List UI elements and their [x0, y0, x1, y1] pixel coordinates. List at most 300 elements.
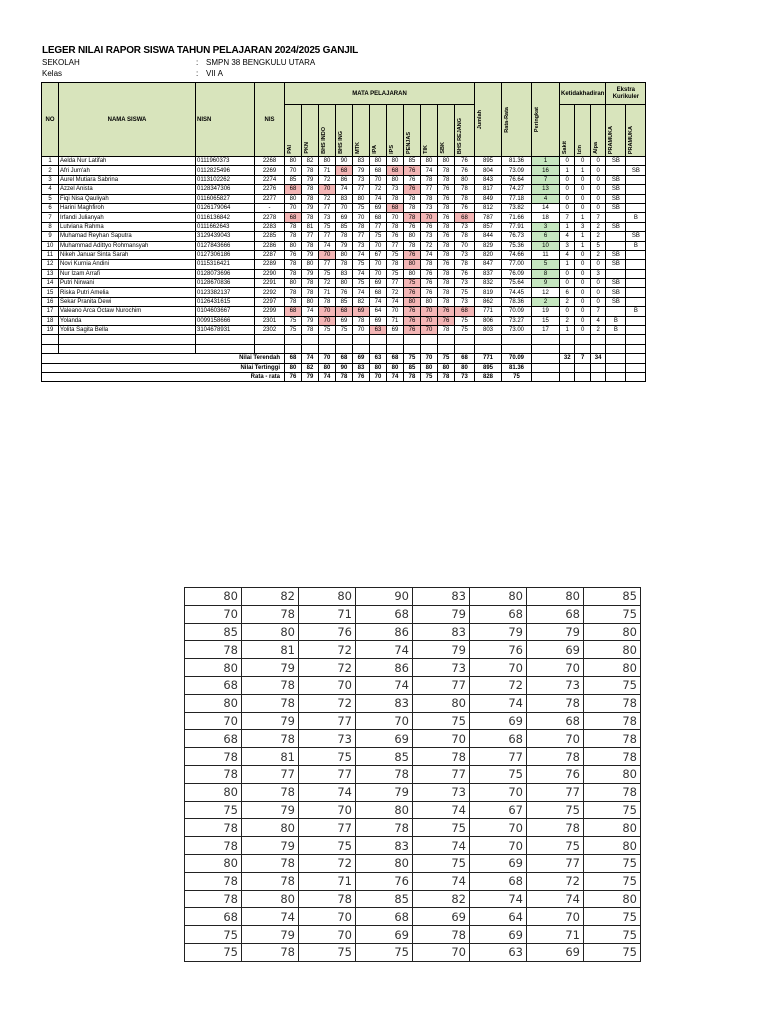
score-cell: 76 — [421, 288, 438, 297]
zoom-cell: 78 — [242, 854, 299, 872]
zoom-cell: 77 — [470, 748, 527, 766]
student-row — [42, 316, 646, 325]
summary-rata: 81.36 — [502, 363, 532, 372]
score-cell: 68 — [336, 166, 353, 175]
blank-cell — [560, 344, 575, 353]
zoom-cell: 75 — [527, 837, 584, 855]
sakit-cell: 1 — [560, 222, 575, 231]
score-cell: 78 — [438, 250, 455, 259]
score-cell: 78 — [302, 279, 319, 288]
score-cell: 80 — [404, 269, 421, 278]
student-nisn: 0128073696 — [196, 269, 255, 278]
zoom-table — [184, 587, 641, 962]
subject-header-6 — [387, 105, 404, 157]
student-nisn: 3129439043 — [196, 232, 255, 241]
row-no: 3 — [42, 175, 59, 184]
score-cell: 76 — [438, 232, 455, 241]
score-cell: 68 — [387, 166, 404, 175]
score-cell: 74 — [387, 297, 404, 306]
score-cell: 78 — [285, 222, 302, 231]
zoom-cell: 79 — [527, 623, 584, 641]
score-cell: 85 — [336, 222, 353, 231]
col-nis-header: NIS — [255, 83, 285, 157]
score-cell: 80 — [285, 279, 302, 288]
score-cell: 70 — [319, 250, 336, 259]
summary-score: 78 — [404, 372, 421, 381]
student-name: Lutviana Rahma — [59, 222, 196, 231]
extra1-cell: SB — [606, 250, 626, 259]
row-no: 2 — [42, 166, 59, 175]
zoom-cell: 78 — [242, 694, 299, 712]
zoom-cell: 68 — [185, 730, 242, 748]
extra1-cell: B — [606, 326, 626, 335]
zoom-cell: 75 — [299, 943, 356, 961]
summary-score: 69 — [353, 354, 370, 363]
summary-jumlah: 771 — [475, 354, 502, 363]
score-cell: 76 — [404, 250, 421, 259]
zoom-cell: 70 — [470, 783, 527, 801]
extra2-cell — [626, 297, 646, 306]
blank-cell — [196, 335, 255, 344]
zoom-cell: 75 — [185, 926, 242, 944]
zoom-cell: 69 — [356, 730, 413, 748]
student-row — [42, 307, 646, 316]
zoom-cell: 69 — [527, 943, 584, 961]
score-cell: 85 — [404, 157, 421, 166]
score-cell: 77 — [421, 185, 438, 194]
zoom-cell: 68 — [470, 730, 527, 748]
blank-cell — [575, 335, 590, 344]
zoom-cell: 75 — [584, 605, 641, 623]
score-cell: 74 — [353, 288, 370, 297]
score-cell: 68 — [387, 203, 404, 212]
subject-header-2 — [319, 105, 336, 157]
score-cell: 80 — [285, 241, 302, 250]
score-cell: 80 — [336, 279, 353, 288]
zoom-cell: 70 — [527, 730, 584, 748]
student-nis: 2286 — [255, 241, 285, 250]
extra1-cell — [606, 269, 626, 278]
score-cell: 69 — [336, 316, 353, 325]
score-cell: 75 — [353, 279, 370, 288]
zoom-cell: 75 — [185, 943, 242, 961]
zoom-cell: 72 — [470, 676, 527, 694]
summary-score: 76 — [285, 372, 302, 381]
score-cell: 76 — [455, 166, 475, 175]
jumlah-cell: 832 — [475, 279, 502, 288]
blank-cell — [404, 335, 421, 344]
zoom-row — [185, 730, 641, 748]
student-row — [42, 232, 646, 241]
izin-cell: 1 — [575, 166, 590, 175]
sakit-cell: 0 — [560, 279, 575, 288]
score-cell: 76 — [438, 307, 455, 316]
score-cell: 69 — [370, 316, 387, 325]
score-cell: 68 — [285, 185, 302, 194]
zoom-cell: 72 — [299, 854, 356, 872]
zoom-cell: 70 — [185, 605, 242, 623]
zoom-cell: 70 — [356, 712, 413, 730]
student-nisn: 0113102262 — [196, 175, 255, 184]
summary-sakit: 32 — [560, 354, 575, 363]
summary-score: 75 — [404, 354, 421, 363]
score-cell: 80 — [438, 157, 455, 166]
jumlah-cell: 817 — [475, 185, 502, 194]
score-cell: 77 — [319, 203, 336, 212]
izin-cell: 0 — [575, 250, 590, 259]
subject-header-10 — [455, 105, 475, 157]
summary-rank — [532, 354, 560, 363]
score-cell: 75 — [353, 260, 370, 269]
score-cell: 70 — [353, 326, 370, 335]
blank-cell — [336, 344, 353, 353]
student-nis: 2297 — [255, 297, 285, 306]
zoom-row — [185, 676, 641, 694]
row-no: 5 — [42, 194, 59, 203]
summary-score: 68 — [336, 354, 353, 363]
student-name: Muhamad Reyhan Saputra — [59, 232, 196, 241]
score-cell: 78 — [421, 175, 438, 184]
student-nis: 2289 — [255, 260, 285, 269]
zoom-cell: 70 — [413, 730, 470, 748]
student-row — [42, 297, 646, 306]
summary-score: 74 — [319, 372, 336, 381]
rata-cell: 74.45 — [502, 288, 532, 297]
blank-cell — [255, 344, 285, 353]
absence-label: Sakit — [562, 140, 568, 154]
extra1-cell — [606, 232, 626, 241]
score-cell: 78 — [404, 213, 421, 222]
summary-score: 80 — [438, 363, 455, 372]
blank-row — [42, 335, 646, 344]
score-cell: 73 — [319, 213, 336, 222]
summary-izin: 7 — [575, 354, 590, 363]
score-cell: 73 — [353, 241, 370, 250]
zoom-cell: 77 — [299, 819, 356, 837]
zoom-cell: 79 — [242, 712, 299, 730]
sakit-cell: 3 — [560, 241, 575, 250]
zoom-cell: 81 — [242, 748, 299, 766]
student-name: Putri Nirwani — [59, 279, 196, 288]
score-cell: 75 — [404, 279, 421, 288]
rata-cell: 78.36 — [502, 297, 532, 306]
blank-cell — [387, 344, 404, 353]
score-cell: 80 — [370, 157, 387, 166]
jumlah-cell: 847 — [475, 260, 502, 269]
zoom-row — [185, 694, 641, 712]
summary-jumlah: 895 — [475, 363, 502, 372]
student-row — [42, 260, 646, 269]
rata-cell: 77.18 — [502, 194, 532, 203]
rata-cell: 73.82 — [502, 203, 532, 212]
score-cell: 80 — [421, 297, 438, 306]
score-cell: 78 — [455, 185, 475, 194]
student-nis: 2290 — [255, 269, 285, 278]
score-cell: 78 — [438, 166, 455, 175]
score-cell: 78 — [302, 194, 319, 203]
blank-cell — [606, 344, 626, 353]
blank-cell — [475, 335, 502, 344]
izin-cell: 0 — [575, 185, 590, 194]
zoom-cell: 74 — [299, 783, 356, 801]
score-cell: 78 — [353, 316, 370, 325]
zoom-cell: 73 — [299, 730, 356, 748]
summary-score: 76 — [353, 372, 370, 381]
alpa-cell: 0 — [590, 279, 605, 288]
izin-cell: 0 — [575, 316, 590, 325]
score-cell: 69 — [370, 203, 387, 212]
score-cell: 78 — [455, 260, 475, 269]
zoom-cell: 69 — [356, 926, 413, 944]
zoom-cell: 68 — [356, 605, 413, 623]
absence-label: Izin — [577, 144, 584, 154]
score-cell: 78 — [387, 260, 404, 269]
zoom-cell: 68 — [185, 676, 242, 694]
summary-extra1 — [606, 354, 626, 363]
blank-cell — [387, 335, 404, 344]
zoom-row — [185, 908, 641, 926]
score-cell: 68 — [285, 307, 302, 316]
student-row — [42, 203, 646, 212]
score-cell: 75 — [455, 288, 475, 297]
col-nisn-header: NISN — [196, 83, 255, 157]
student-row — [42, 175, 646, 184]
student-nisn: 0127306186 — [196, 250, 255, 259]
summary-label: Nilai Tertinggi — [42, 363, 285, 372]
zoom-cell: 72 — [299, 694, 356, 712]
score-cell: 76 — [404, 166, 421, 175]
student-nis: 2285 — [255, 232, 285, 241]
student-row — [42, 241, 646, 250]
extra2-cell — [626, 250, 646, 259]
score-cell: 70 — [455, 241, 475, 250]
score-cell: 76 — [438, 316, 455, 325]
blank-cell — [302, 335, 319, 344]
score-cell: 76 — [285, 250, 302, 259]
subject-header-1 — [302, 105, 319, 157]
student-name: Sekar Pranita Dewi — [59, 297, 196, 306]
class-colon: : — [196, 69, 199, 78]
jumlah-cell: 857 — [475, 222, 502, 231]
student-name: Yolanda — [59, 316, 196, 325]
col-no-header: NO — [42, 83, 59, 157]
score-cell: 70 — [387, 213, 404, 222]
score-cell: 78 — [302, 213, 319, 222]
zoom-cell: 67 — [470, 801, 527, 819]
school-label: SEKOLAH — [42, 58, 80, 67]
score-cell: 80 — [285, 194, 302, 203]
extra1-cell: SB — [606, 175, 626, 184]
zoom-cell: 75 — [584, 801, 641, 819]
izin-cell: 0 — [575, 194, 590, 203]
zoom-cell: 80 — [470, 588, 527, 606]
zoom-cell: 78 — [584, 694, 641, 712]
subject-label: PENJAS — [406, 131, 412, 154]
score-cell: 67 — [370, 250, 387, 259]
alpa-cell: 0 — [590, 260, 605, 269]
extra-header-1 — [626, 105, 646, 157]
alpa-cell: 3 — [590, 269, 605, 278]
row-no: 16 — [42, 297, 59, 306]
rank-cell: 14 — [532, 203, 560, 212]
score-cell: 76 — [404, 288, 421, 297]
alpa-cell: 0 — [590, 185, 605, 194]
sakit-cell: 4 — [560, 232, 575, 241]
zoom-cell: 86 — [356, 623, 413, 641]
score-cell: 76 — [404, 185, 421, 194]
summary-score: 73 — [455, 372, 475, 381]
score-cell: 77 — [353, 232, 370, 241]
zoom-cell: 77 — [299, 765, 356, 783]
student-nis: 2277 — [255, 194, 285, 203]
alpa-cell: 0 — [590, 194, 605, 203]
zoom-row — [185, 837, 641, 855]
score-cell: 74 — [353, 250, 370, 259]
zoom-row — [185, 588, 641, 606]
score-cell: 78 — [438, 203, 455, 212]
rata-cell: 75.36 — [502, 241, 532, 250]
zoom-cell: 72 — [527, 872, 584, 890]
zoom-cell: 80 — [242, 623, 299, 641]
score-cell: 78 — [455, 232, 475, 241]
student-name: Irfandi Julianyah — [59, 213, 196, 222]
score-cell: 78 — [438, 241, 455, 250]
izin-cell: 0 — [575, 157, 590, 166]
summary-rata: 75 — [502, 372, 532, 381]
zoom-cell: 75 — [584, 943, 641, 961]
sakit-cell: 0 — [560, 157, 575, 166]
zoom-cell: 79 — [470, 623, 527, 641]
blank-cell — [42, 335, 59, 344]
alpa-cell: 7 — [590, 213, 605, 222]
student-nisn: 0111960373 — [196, 157, 255, 166]
extra-label: PRAMUKA — [628, 125, 635, 154]
izin-cell: 0 — [575, 288, 590, 297]
score-cell: 70 — [370, 269, 387, 278]
zoom-cell: 75 — [413, 854, 470, 872]
zoom-cell: 68 — [527, 605, 584, 623]
student-nis: 2283 — [255, 222, 285, 231]
zoom-cell: 70 — [470, 837, 527, 855]
student-name: Aurel Mutiara Sabrina — [59, 175, 196, 184]
absence-header-1 — [575, 105, 590, 157]
student-nisn: 0116136842 — [196, 213, 255, 222]
score-cell: 73 — [421, 203, 438, 212]
score-cell: 75 — [353, 203, 370, 212]
school-line — [42, 58, 315, 67]
summary-rata: 70.09 — [502, 354, 532, 363]
subject-header-7 — [404, 105, 421, 157]
zoom-cell: 83 — [413, 623, 470, 641]
blank-cell — [370, 335, 387, 344]
student-nisn: 0116065827 — [196, 194, 255, 203]
zoom-row — [185, 801, 641, 819]
rank-cell: 2 — [532, 297, 560, 306]
zoom-cell: 82 — [242, 588, 299, 606]
row-no: 19 — [42, 326, 59, 335]
zoom-cell: 83 — [356, 694, 413, 712]
rata-cell: 73.09 — [502, 166, 532, 175]
student-name: Novi Kurnia Andini — [59, 260, 196, 269]
extra-label: PRAMUKA — [608, 125, 615, 154]
zoom-row — [185, 819, 641, 837]
score-cell: 78 — [438, 269, 455, 278]
score-cell: 76 — [404, 175, 421, 184]
summary-label: Rata - rata — [42, 372, 285, 381]
blank-cell — [532, 344, 560, 353]
zoom-cell: 79 — [356, 783, 413, 801]
score-cell: 72 — [370, 185, 387, 194]
score-cell: 70 — [319, 307, 336, 316]
zoom-cell: 74 — [527, 890, 584, 908]
score-cell: 70 — [387, 307, 404, 316]
zoom-cell: 78 — [242, 783, 299, 801]
zoom-cell: 76 — [299, 623, 356, 641]
score-cell: 69 — [353, 307, 370, 316]
score-cell: 78 — [421, 194, 438, 203]
student-name: Nur Izam Arrafi — [59, 269, 196, 278]
absence-header-2 — [590, 105, 605, 157]
zoom-row — [185, 659, 641, 677]
izin-cell: 0 — [575, 203, 590, 212]
summary-score: 75 — [438, 354, 455, 363]
score-cell: 75 — [336, 326, 353, 335]
zoom-cell: 90 — [356, 588, 413, 606]
izin-cell: 0 — [575, 269, 590, 278]
zoom-cell: 77 — [527, 783, 584, 801]
zoom-cell: 74 — [242, 908, 299, 926]
blank-cell — [319, 335, 336, 344]
score-cell: 75 — [319, 326, 336, 335]
izin-cell: 0 — [575, 279, 590, 288]
zoom-cell: 76 — [527, 765, 584, 783]
score-cell: 78 — [455, 194, 475, 203]
score-cell: 75 — [285, 326, 302, 335]
zoom-cell: 80 — [185, 659, 242, 677]
zoom-row — [185, 890, 641, 908]
score-cell: 73 — [455, 250, 475, 259]
score-cell: 73 — [421, 232, 438, 241]
row-no: 8 — [42, 222, 59, 231]
score-cell: 70 — [370, 260, 387, 269]
student-nisn: 0115316421 — [196, 260, 255, 269]
rata-cell: 76.64 — [502, 175, 532, 184]
extra-header-0 — [606, 105, 626, 157]
rata-cell: 73.00 — [502, 326, 532, 335]
summary-score: 82 — [302, 363, 319, 372]
zoom-cell: 73 — [413, 783, 470, 801]
score-cell: 76 — [438, 194, 455, 203]
score-cell: 80 — [404, 297, 421, 306]
sakit-cell: 2 — [560, 297, 575, 306]
zoom-cell: 72 — [299, 659, 356, 677]
zoom-cell: 80 — [584, 659, 641, 677]
zoom-row — [185, 712, 641, 730]
score-cell: 75 — [285, 316, 302, 325]
score-cell: 70 — [421, 316, 438, 325]
zoom-cell: 74 — [356, 676, 413, 694]
summary-jumlah: 828 — [475, 372, 502, 381]
blank-cell — [475, 344, 502, 353]
student-nis: 2278 — [255, 213, 285, 222]
student-name: Afri Jum'ah — [59, 166, 196, 175]
leger-table — [41, 82, 646, 382]
score-cell: 80 — [404, 260, 421, 269]
score-cell: 76 — [404, 316, 421, 325]
col-jumlah-header: Jumlah — [475, 83, 502, 157]
summary-score: 63 — [370, 354, 387, 363]
izin-cell: 1 — [575, 232, 590, 241]
